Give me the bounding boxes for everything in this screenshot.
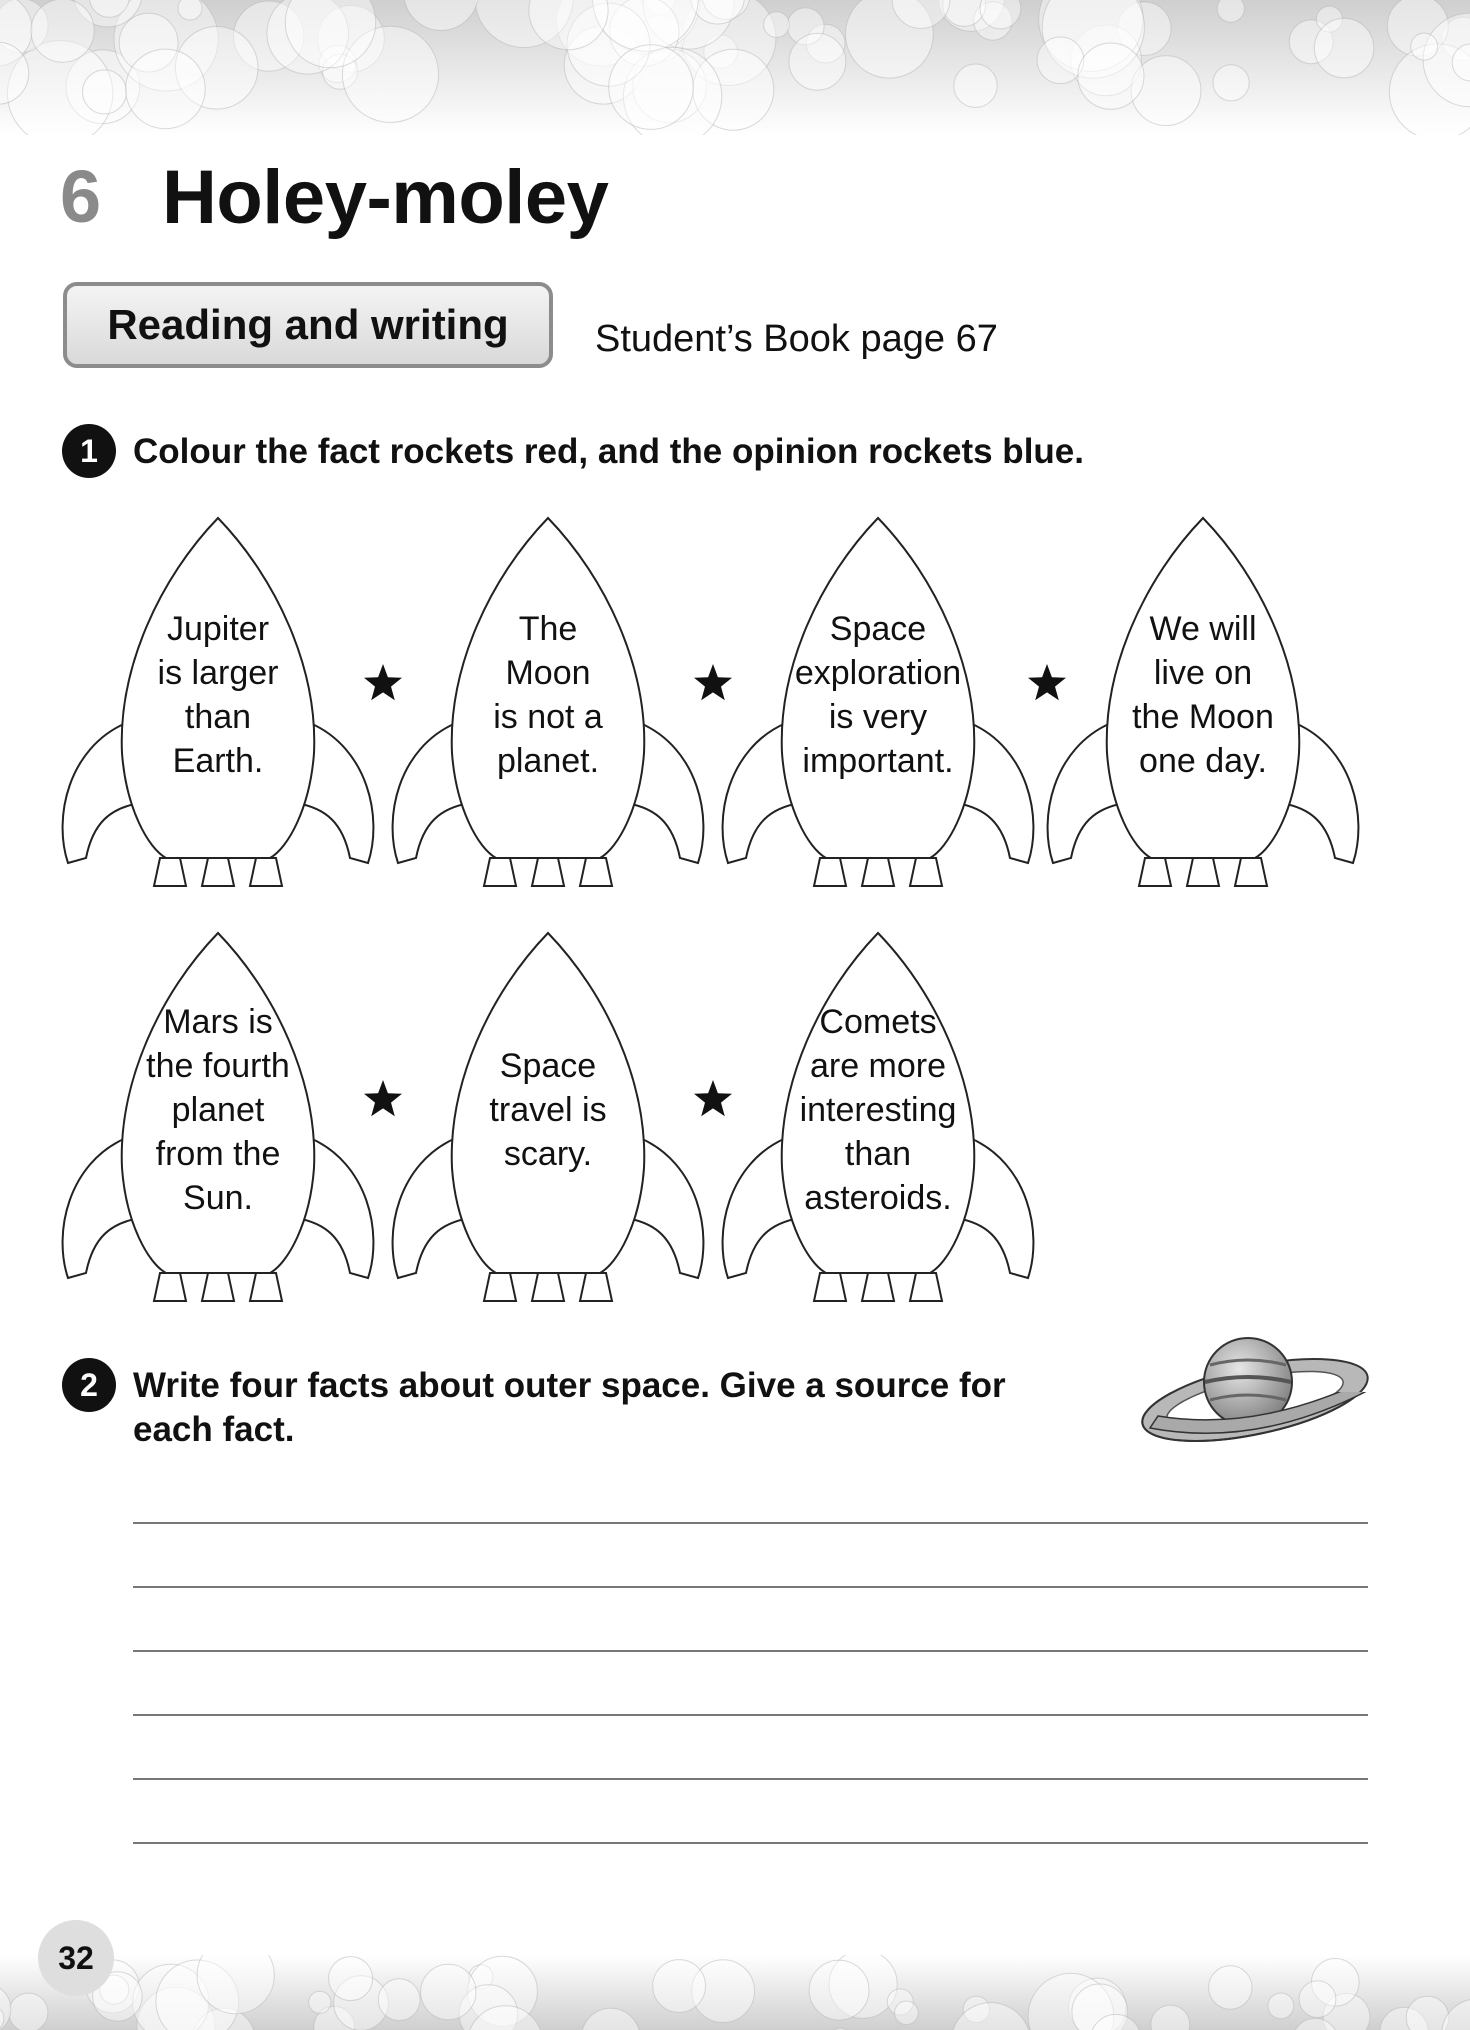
rocket-nozzle xyxy=(1235,858,1267,886)
rocket-nozzle xyxy=(814,858,846,886)
rocket-text-line: are more xyxy=(809,1047,947,1085)
unit-number: 6 xyxy=(60,155,102,238)
exercise-2-instruction-line-1: Write four facts about outer space. Give a source for xyxy=(133,1366,1006,1405)
rocket-text-line: The xyxy=(518,610,578,648)
rocket-text-line: is not a xyxy=(493,698,603,736)
rocket-text-line: is larger xyxy=(157,654,279,692)
rocket-nozzle xyxy=(1187,858,1219,886)
page-number: 32 xyxy=(38,1920,114,1996)
section-tab-label: Reading and writing xyxy=(107,301,509,348)
rocket-nozzle xyxy=(154,1273,186,1301)
rocket-nozzle xyxy=(202,858,234,886)
rocket-text-line: is very xyxy=(828,698,928,736)
rocket-text-line: the fourth xyxy=(146,1047,290,1085)
star-icon xyxy=(694,664,732,700)
rocket-text-line: one day. xyxy=(1139,742,1267,780)
rocket-nozzle xyxy=(484,1273,516,1301)
writing-line[interactable] xyxy=(133,1778,1368,1780)
rocket-text xyxy=(783,607,973,783)
rocket-text-line: important. xyxy=(802,742,954,780)
rocket-nozzle xyxy=(862,858,894,886)
rocket-nozzle xyxy=(484,858,516,886)
rocket-nozzle xyxy=(202,1273,234,1301)
rocket-text xyxy=(123,607,313,783)
writing-line[interactable] xyxy=(133,1842,1368,1844)
rocket-text-line: planet. xyxy=(496,742,600,780)
rocket-text-line: Sun. xyxy=(183,1179,253,1217)
rocket-nozzle xyxy=(814,1273,846,1301)
rocket-text-line: Earth. xyxy=(172,742,264,780)
rocket-text-line: asteroids. xyxy=(804,1179,952,1217)
writing-line[interactable] xyxy=(133,1650,1368,1652)
star-icon xyxy=(1028,664,1066,700)
star-icon xyxy=(364,664,402,700)
rocket-nozzle xyxy=(910,1273,942,1301)
star-icon xyxy=(694,1080,732,1116)
writing-line[interactable] xyxy=(133,1586,1368,1588)
exercise-1-number: 1 xyxy=(62,424,116,478)
rocket-nozzle xyxy=(910,858,942,886)
rocket-text-line: the Moon xyxy=(1132,698,1274,736)
rocket-text-line: interesting xyxy=(799,1091,957,1129)
rocket-text-line: travel is xyxy=(489,1091,607,1129)
star-icon xyxy=(364,1080,402,1116)
rocket-nozzle xyxy=(250,858,282,886)
rocket-text-line: scary. xyxy=(503,1135,593,1173)
writing-line[interactable] xyxy=(133,1714,1368,1716)
rocket-text xyxy=(783,1000,973,1220)
rocket-text-line: Mars is xyxy=(163,1003,273,1041)
decorative-bubble-band-bottom xyxy=(0,1955,1470,2030)
exercise-1-instruction: Colour the fact rockets red, and the opinion rockets blue. xyxy=(133,432,1084,471)
rocket-text-line: live on xyxy=(1153,654,1253,692)
rocket-nozzle xyxy=(1139,858,1171,886)
rocket-text xyxy=(1108,607,1298,783)
rocket-text-line: than xyxy=(844,1135,912,1173)
rocket-text-line: Comets xyxy=(819,1003,937,1041)
rocket-text-line: Space xyxy=(829,610,927,648)
rocket-nozzle xyxy=(154,858,186,886)
writing-line[interactable] xyxy=(133,1522,1368,1524)
book-reference: Student’s Book page 67 xyxy=(595,318,998,360)
rocket-nozzle xyxy=(532,1273,564,1301)
exercise-2-instruction-line-2: each fact. xyxy=(133,1410,295,1449)
rocket-nozzle xyxy=(580,1273,612,1301)
rocket-nozzle xyxy=(862,1273,894,1301)
rocket-nozzle xyxy=(580,858,612,886)
rocket-text-line: We will xyxy=(1149,610,1257,648)
rocket-text-line: than xyxy=(184,698,252,736)
rocket-text xyxy=(453,607,643,783)
rocket-text-line: exploration xyxy=(794,654,962,692)
rocket-text-line: Moon xyxy=(505,654,591,692)
unit-title: Holey-moley xyxy=(162,155,609,240)
rocket-text xyxy=(453,1044,643,1176)
rocket-text-line: Jupiter xyxy=(166,610,270,648)
rocket-text-line: from the xyxy=(155,1135,281,1173)
rocket-text-line: Space xyxy=(499,1047,597,1085)
exercise-2-number: 2 xyxy=(62,1358,116,1412)
rocket-text xyxy=(123,1000,313,1220)
rocket-nozzle xyxy=(250,1273,282,1301)
saturn-icon xyxy=(1130,1320,1380,1470)
rocket-nozzle xyxy=(532,858,564,886)
rocket-text-line: planet xyxy=(171,1091,265,1129)
